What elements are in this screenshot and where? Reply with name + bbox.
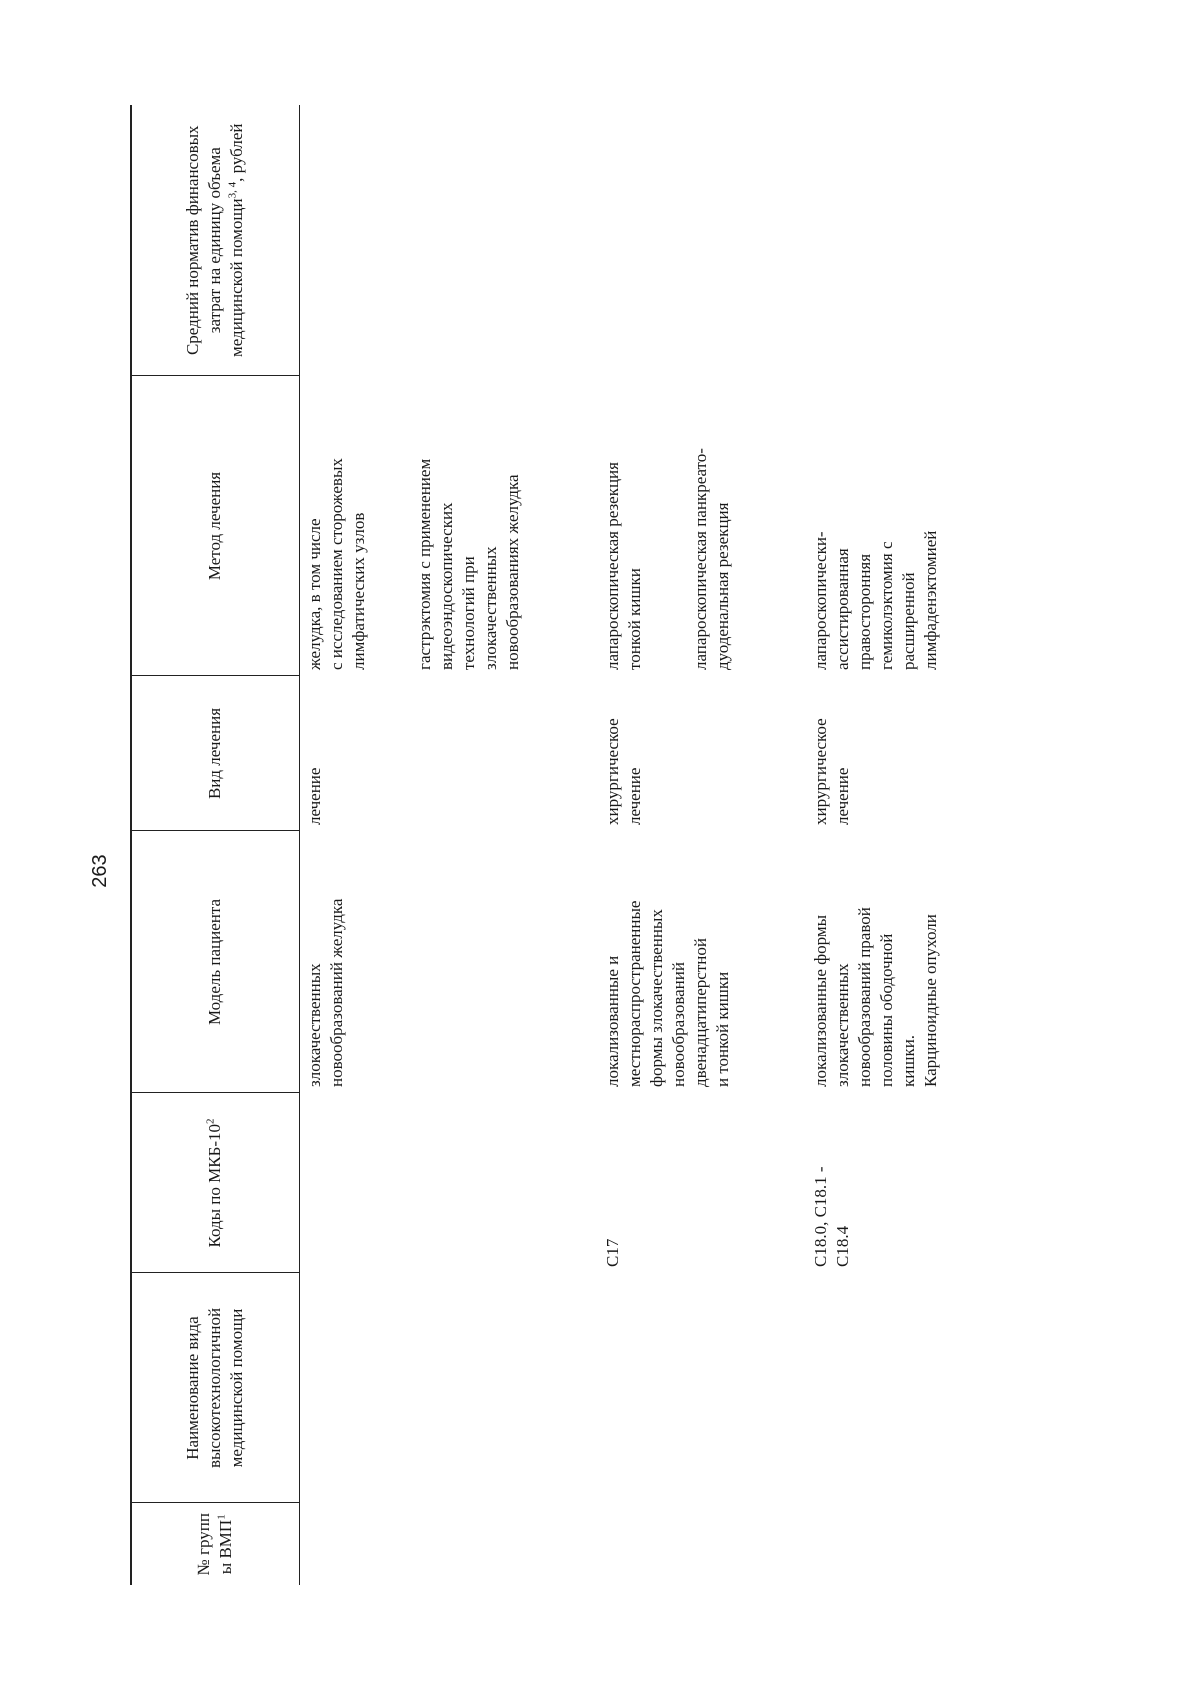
cell-icd-codes: C17 xyxy=(602,1238,622,1267)
cell-patient-model: локализованные и местнораспространенные формы злокачественных новообразований двенадцатиперстной и тонкой кишки xyxy=(602,900,732,1087)
cell-group-number xyxy=(598,1503,806,1585)
cell-treatment-method: лапароскопически- ассистированная правосторонняя гемиколэктомия с расширенной лимфаденэктомией xyxy=(810,530,940,670)
cell-patient-model: злокачественных новообразований желудка xyxy=(304,898,346,1087)
document-table-rotated xyxy=(130,105,1035,1585)
header-vmp-group-number-label: № групп ы ВМП xyxy=(194,1513,236,1576)
cell-average-cost xyxy=(299,105,598,376)
page-number: 263 xyxy=(89,854,111,888)
cell-treatment-method: желудка, в том числе с исследованием сторожевых лимфатических узлов гастрэктомия с применением видеоэндоскопических технологий при злокачественных новообразованиях желудка xyxy=(304,458,522,670)
header-average-cost xyxy=(131,105,299,376)
header-icd-codes xyxy=(131,1093,299,1273)
cell-patient-model: локализованные формы злокачественных новообразований правой половины ободочной кишки. Карциноидные опухоли xyxy=(810,907,940,1087)
header-vmp-type-name: Наименование вида высокотехнологичной медицинской помощи xyxy=(131,1273,299,1503)
cell-treatment-type: хирургическое лечение xyxy=(810,718,852,825)
header-vmp-group-number xyxy=(131,1503,299,1585)
table-row xyxy=(598,105,806,1585)
table-row xyxy=(806,105,1044,1585)
header-average-cost-label: Средний норматив финансовых затрат на единицу объема медицинской помощи xyxy=(183,125,247,358)
cell-treatment-type: хирургическое лечение xyxy=(602,718,644,825)
header-icd-codes-label: Коды по МКБ-10 xyxy=(205,1123,225,1248)
cell-icd-codes: C18.0, C18.1 - C18.4 xyxy=(810,1166,852,1267)
table-header-row xyxy=(131,105,299,1585)
header-treatment-type: Вид лечения xyxy=(131,676,299,831)
cell-treatment-method: лапароскопическая резекция тонкой кишки лапароскопическая панкреато- дуоденальная резекция xyxy=(602,448,732,670)
cell-average-cost xyxy=(806,105,1044,376)
table-row xyxy=(299,105,598,1585)
cell-vmp-name xyxy=(806,1273,1044,1503)
header-patient-model: Модель пациента xyxy=(131,831,299,1093)
cell-group-number xyxy=(806,1503,1044,1585)
vmp-table xyxy=(130,105,1044,1585)
cell-average-cost xyxy=(598,105,806,376)
cell-icd-codes xyxy=(299,1093,598,1273)
footnote-3-4: 3, 4 xyxy=(226,181,239,199)
cell-vmp-name xyxy=(299,1273,598,1503)
header-treatment-method: Метод лечения xyxy=(131,376,299,676)
footnote-2: 2 xyxy=(204,1118,217,1124)
cell-group-number xyxy=(299,1503,598,1585)
header-average-cost-suffix: , рублей xyxy=(227,123,247,182)
cell-vmp-name xyxy=(598,1273,806,1503)
footnote-1: 1 xyxy=(215,1514,228,1520)
cell-treatment-type: лечение xyxy=(304,767,324,825)
